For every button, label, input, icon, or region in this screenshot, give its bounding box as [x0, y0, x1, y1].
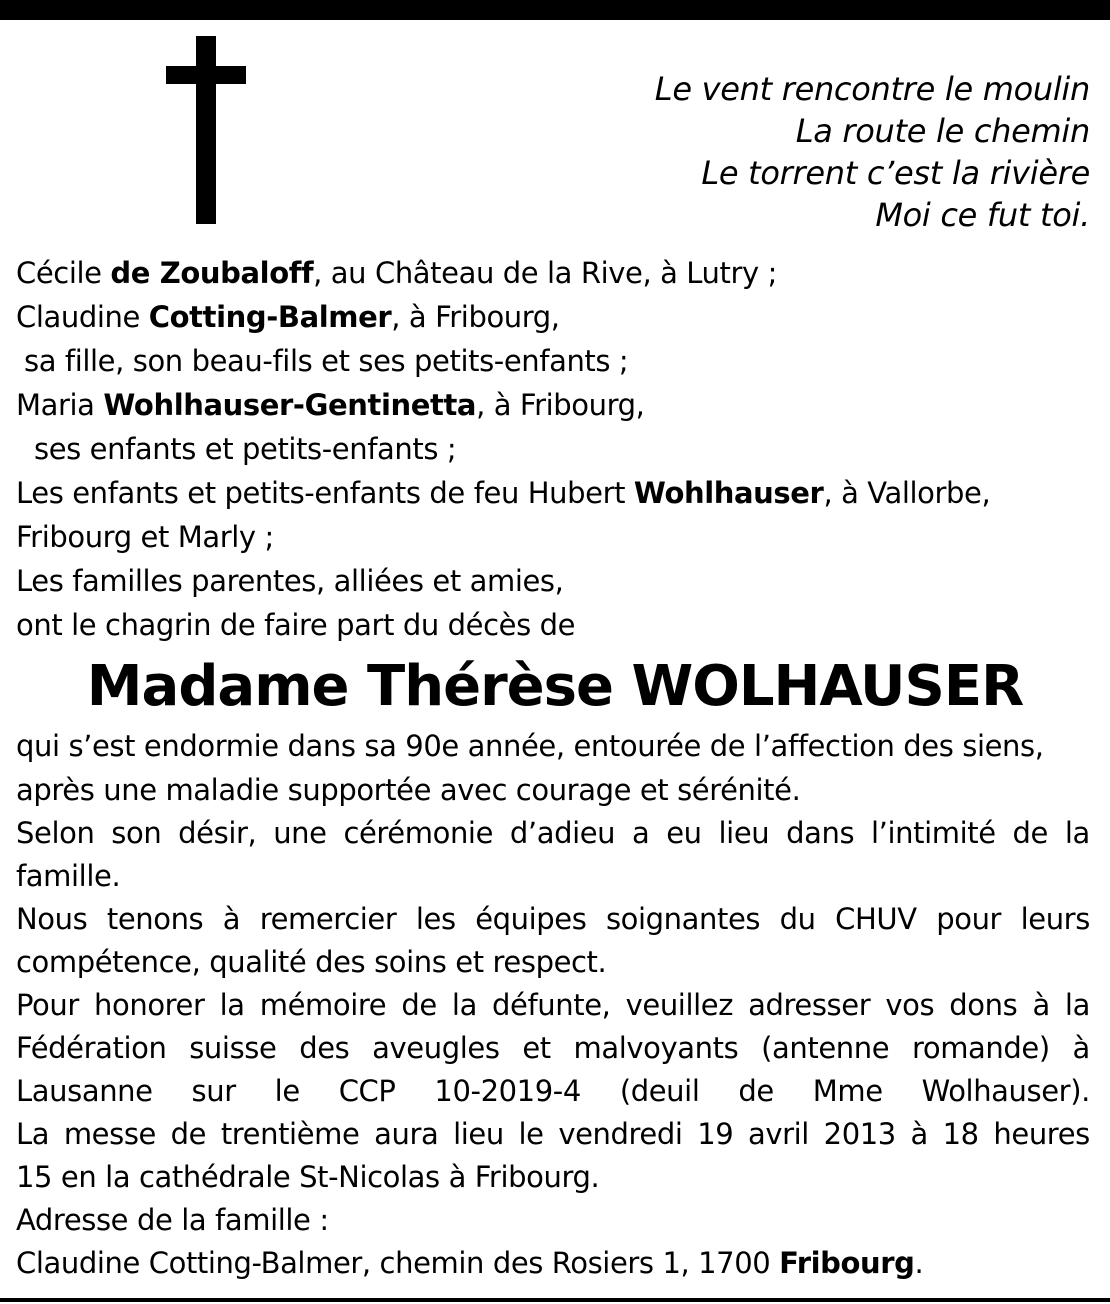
family-line: ses enfants et petits-enfants ;: [34, 432, 457, 466]
word: 18: [942, 1117, 979, 1151]
body-line-justified: [16, 1112, 1090, 1156]
word: adresser: [748, 988, 871, 1022]
word: Nous: [16, 902, 88, 936]
deceased-name-headline: Madame Thérèse WOLHAUSER: [86, 654, 1024, 719]
word: des: [299, 1031, 350, 1065]
word: l’intimité: [871, 816, 996, 850]
body-line: 15 en la cathédrale St-Nicolas à Fribourg.: [16, 1160, 600, 1194]
family-address: Claudine Cotting-Balmer, chemin des Rosiers 1, 1700 Fribourg.: [16, 1246, 924, 1280]
word: à: [910, 1117, 928, 1151]
word: veuillez: [625, 988, 734, 1022]
family-line: Maria Wohlhauser-Gentinetta, à Fribourg,: [16, 388, 645, 422]
poem-epigraph: [655, 68, 1090, 236]
word: de: [170, 1117, 207, 1151]
word: de: [1012, 816, 1048, 850]
family-surname: Wohlhauser-Gentinetta: [103, 388, 477, 422]
word: aura: [374, 1117, 439, 1151]
word: Wolhauser).: [921, 1074, 1090, 1108]
family-line: Les familles parentes, alliées et amies,: [16, 564, 564, 598]
word: Pour: [16, 988, 79, 1022]
word: 10-2019-4: [434, 1074, 581, 1108]
word: une: [273, 816, 327, 850]
word: Lausanne: [16, 1074, 153, 1108]
word: dons: [949, 988, 1018, 1022]
bottom-border-rule: [0, 1298, 1110, 1302]
word: La: [16, 1117, 50, 1151]
word: trentième: [220, 1117, 360, 1151]
body-line: compétence, qualité des soins et respect.: [16, 945, 607, 979]
word: a: [632, 816, 650, 850]
word: de: [738, 1074, 774, 1108]
word: du: [779, 902, 816, 936]
word: CCP: [338, 1074, 396, 1108]
poem-line: Le vent rencontre le moulin: [654, 70, 1090, 108]
word: honorer: [94, 988, 205, 1022]
word: désir,: [178, 816, 257, 850]
family-line: Cécile de Zoubaloff, au Château de la Rive, à Lutry ;: [16, 256, 777, 290]
word: vos: [885, 988, 935, 1022]
body-line-justified: [16, 897, 1090, 941]
word: dans: [786, 816, 855, 850]
word: équipes: [475, 902, 587, 936]
family-line: Fribourg et Marly ;: [16, 520, 274, 554]
word: eu: [666, 816, 702, 850]
family-line: ont le chagrin de faire part du décès de: [16, 608, 576, 642]
poem-line: La route le chemin: [795, 112, 1090, 150]
word: tenons: [106, 902, 204, 936]
word: défunte,: [492, 988, 611, 1022]
word: avril: [747, 1117, 809, 1151]
body-line-justified: [16, 983, 1090, 1027]
word: Fédération: [16, 1031, 167, 1065]
word: de: [401, 988, 437, 1022]
word: pour: [936, 902, 1002, 936]
word: mémoire: [259, 988, 387, 1022]
word: les: [415, 902, 456, 936]
word: à: [222, 902, 241, 936]
address-city: Fribourg: [779, 1246, 915, 1280]
word: leurs: [1020, 902, 1090, 936]
word: la: [1064, 988, 1090, 1022]
word: la: [219, 988, 245, 1022]
word: lieu: [453, 1117, 504, 1151]
word: et: [522, 1031, 551, 1065]
word: Selon: [16, 816, 95, 850]
poem-line: Moi ce fut toi.: [875, 196, 1090, 234]
word: (deuil: [619, 1074, 700, 1108]
word: CHUV: [835, 902, 917, 936]
word: d’adieu: [509, 816, 616, 850]
family-surname: de Zoubaloff: [110, 256, 314, 290]
word: (antenne: [761, 1031, 890, 1065]
word: son: [111, 816, 162, 850]
body-line: qui s’est endormie dans sa 90e année, entourée de l’affection des siens,: [16, 729, 1044, 763]
word: la: [451, 988, 477, 1022]
word: messe: [63, 1117, 156, 1151]
family-line: Les enfants et petits-enfants de feu Hubert Wohlhauser, à Vallorbe,: [16, 476, 991, 510]
body-line: famille.: [16, 859, 121, 893]
body-line: après une maladie supportée avec courage et sérénité.: [16, 773, 801, 807]
family-line: Claudine Cotting-Balmer, à Fribourg,: [16, 300, 560, 334]
word: sur: [191, 1074, 236, 1108]
family-line: sa fille, son beau-fils et ses petits-enfants ;: [24, 344, 629, 378]
family-surname: Wohlhauser: [633, 476, 824, 510]
word: 19: [697, 1117, 734, 1151]
body-line-justified: [16, 1069, 1090, 1113]
word: heures: [993, 1117, 1090, 1151]
body-line: Adresse de la famille :: [16, 1203, 329, 1237]
poem-line: Le torrent c’est la rivière: [701, 154, 1090, 192]
word: malvoyants: [573, 1031, 739, 1065]
word: cérémonie: [343, 816, 494, 850]
word: la: [1064, 816, 1090, 850]
word: le: [518, 1117, 544, 1151]
word: 2013: [823, 1117, 896, 1151]
body-line-justified: [16, 811, 1090, 855]
word: vendredi: [558, 1117, 683, 1151]
word: à: [1032, 988, 1050, 1022]
word: suisse: [189, 1031, 277, 1065]
word: soignantes: [605, 902, 761, 936]
word: romande): [911, 1031, 1050, 1065]
word: aveugles: [372, 1031, 500, 1065]
word: Mme: [812, 1074, 883, 1108]
body-line-justified: [16, 1026, 1090, 1070]
word: remercier: [259, 902, 397, 936]
word: à: [1072, 1031, 1090, 1065]
word: le: [274, 1074, 300, 1108]
family-surname: Cotting-Balmer: [148, 300, 392, 334]
word: lieu: [718, 816, 770, 850]
